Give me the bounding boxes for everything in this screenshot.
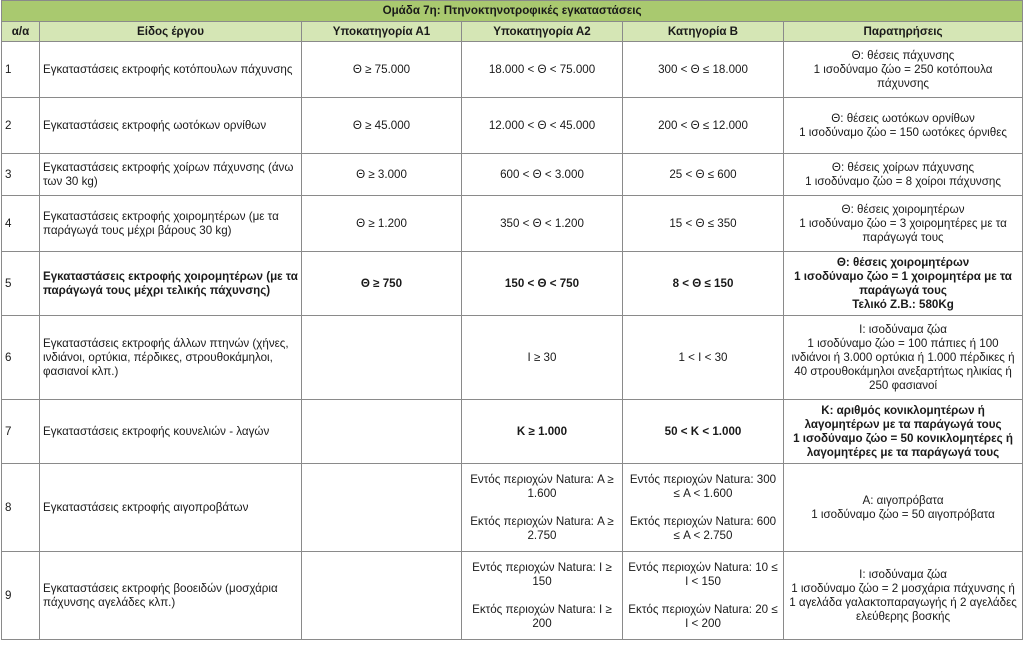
row-number: 9: [2, 552, 40, 640]
subcategory-a2-value: 350 < Θ < 1.200: [462, 196, 623, 252]
category-b-value: 8 < Θ ≤ 150: [623, 252, 784, 316]
subcategory-a1-value: Θ ≥ 1.200: [302, 196, 462, 252]
remarks-line: Ι: ισοδύναμα ζώα: [859, 322, 947, 336]
table-row: [2, 400, 1023, 464]
remarks-line: 1 ισοδύναμο ζώο = 100 πάπιες ή 100 ινδιάνοι ή 3.000 ορτύκια ή 1.000 πέρδικες ή 40 στρουθοκάμηλοι ανεξαρτήτως ηλικίας ή 250 φασιανοί: [791, 336, 1015, 392]
row-number: 7: [2, 400, 40, 464]
row-number: 8: [2, 464, 40, 552]
natura-outside-value: Εκτός περιοχών Natura: Α ≥ 2.750: [470, 514, 614, 542]
category-b-value: [623, 552, 784, 640]
remarks-line: 1 ισοδύναμο ζώο = 8 χοίροι πάχυνσης: [805, 174, 1001, 188]
subcategory-a1-value: Θ ≥ 750: [302, 252, 462, 316]
remarks: [784, 252, 1023, 316]
remarks-line: Θ: θέσεις χοιρομητέρων: [836, 255, 970, 269]
subcategory-a2-value: 18.000 < Θ < 75.000: [462, 42, 623, 98]
facilities-table: [1, 0, 1023, 640]
remarks-line: 1 ισοδύναμο ζώο = 1 χοιρομητέρα με τα παράγωγά τους: [794, 269, 1012, 297]
header-project-type: Είδος έργου: [40, 22, 302, 42]
table-row: [2, 154, 1023, 196]
table-row: [2, 252, 1023, 316]
remarks: [784, 552, 1023, 640]
row-number: 4: [2, 196, 40, 252]
category-b-value: 15 < Θ ≤ 350: [623, 196, 784, 252]
subcategory-a1-value: [302, 316, 462, 400]
category-b-value: 25 < Θ ≤ 600: [623, 154, 784, 196]
remarks-line: 1 ισοδύναμο ζώο = 3 χοιρομητέρες με τα παράγωγά τους: [799, 216, 1007, 244]
natura-inside-value: Εντός περιοχών Natura: Ι ≥ 150: [472, 560, 612, 588]
table-row: [2, 464, 1023, 552]
project-type: Εγκαταστάσεις εκτροφής χοίρων πάχυνσης (άνω των 30 kg): [40, 154, 302, 196]
project-type: Εγκαταστάσεις εκτροφής βοοειδών (μοσχάρια πάχυνσης αγελάδες κλπ.): [40, 552, 302, 640]
remarks: [784, 98, 1023, 154]
remarks-line: Θ: θέσεις χοίρων πάχυνσης: [831, 160, 975, 174]
remarks: [784, 464, 1023, 552]
project-type: Εγκαταστάσεις εκτροφής ωοτόκων ορνίθων: [40, 98, 302, 154]
subcategory-a2-value: 12.000 < Θ < 45.000: [462, 98, 623, 154]
remarks: [784, 400, 1023, 464]
remarks-line: 1 ισοδύναμο ζώο = 2 μοσχάρια πάχυνσης ή 1 αγελάδα γαλακτοπαραγωγής ή 2 αγελάδες ελεύθερης βοσκής: [789, 581, 1017, 623]
remarks-line: 1 ισοδύναμο ζώο = 50 αιγοπρόβατα: [811, 507, 995, 521]
project-type: Εγκαταστάσεις εκτροφής χοιρομητέρων (με τα παράγωγά τους μέχρι βάρους 30 kg): [40, 196, 302, 252]
remarks: [784, 196, 1023, 252]
natura-outside-value: Εκτός περιοχών Natura: 600 ≤ Α < 2.750: [629, 514, 777, 542]
row-number: 2: [2, 98, 40, 154]
remarks-line: Τελικό Ζ.Β.: 580Kg: [852, 297, 954, 311]
remarks-line: Κ: αριθμός κονικλομητέρων ή λαγομητέρων με τα παράγωγά τους: [804, 403, 1002, 431]
natura-inside-value: Εντός περιοχών Natura: 300 ≤ Α < 1.600: [629, 472, 777, 500]
subcategory-a2-value: [462, 464, 623, 552]
subcategory-a1-value: [302, 464, 462, 552]
project-type: Εγκαταστάσεις εκτροφής κοτόπουλων πάχυνσης: [40, 42, 302, 98]
category-b-value: 1 < Ι < 30: [623, 316, 784, 400]
table-title: Ομάδα 7η: Πτηνοκτηνοτροφικές εγκαταστάσεις: [2, 1, 1023, 22]
row-number: 3: [2, 154, 40, 196]
header-row: [2, 22, 1023, 42]
remarks-line: Θ: θέσεις πάχυνσης: [851, 48, 955, 62]
remarks-line: 1 ισοδύναμο ζώο = 250 κοτόπουλα πάχυνσης: [813, 62, 993, 90]
subcategory-a2-value: Ι ≥ 30: [462, 316, 623, 400]
category-b-value: 200 < Θ ≤ 12.000: [623, 98, 784, 154]
subcategory-a2-value: 600 < Θ < 3.000: [462, 154, 623, 196]
table-row: [2, 316, 1023, 400]
row-number: 5: [2, 252, 40, 316]
subcategory-a1-value: [302, 400, 462, 464]
project-type: Εγκαταστάσεις εκτροφής κουνελιών - λαγών: [40, 400, 302, 464]
row-number: 6: [2, 316, 40, 400]
subcategory-a1-value: Θ ≥ 45.000: [302, 98, 462, 154]
subcategory-a2-value: 150 < Θ < 750: [462, 252, 623, 316]
remarks-line: Θ: θέσεις χοιρομητέρων: [841, 202, 965, 216]
remarks: [784, 316, 1023, 400]
category-b-value: 50 < Κ < 1.000: [623, 400, 784, 464]
header-aa: α/α: [2, 22, 40, 42]
subcategory-a2-value: Κ ≥ 1.000: [462, 400, 623, 464]
header-category-b: Κατηγορία Β: [623, 22, 784, 42]
project-type: Εγκαταστάσεις εκτροφής άλλων πτηνών (χήνες, ινδιάνοι, ορτύκια, πέρδικες, στρουθοκάμηλοι, φασιανοί κλπ.): [40, 316, 302, 400]
table-row: [2, 196, 1023, 252]
header-remarks: Παρατηρήσεις: [784, 22, 1023, 42]
table-row: [2, 42, 1023, 98]
natura-inside-value: Εντός περιοχών Natura: 10 ≤ Ι < 150: [628, 560, 778, 588]
subcategory-a1-value: Θ ≥ 3.000: [302, 154, 462, 196]
category-b-value: [623, 464, 784, 552]
natura-inside-value: Εντός περιοχών Natura: Α ≥ 1.600: [470, 472, 614, 500]
table-row: [2, 552, 1023, 640]
remarks-line: Ι: ισοδύναμα ζώα: [859, 567, 947, 581]
category-b-value: 300 < Θ ≤ 18.000: [623, 42, 784, 98]
remarks-line: Θ: θέσεις ωοτόκων ορνίθων: [831, 111, 975, 125]
subcategory-a1-value: [302, 552, 462, 640]
project-type: Εγκαταστάσεις εκτροφής αιγοπροβάτων: [40, 464, 302, 552]
natura-outside-value: Εκτός περιοχών Natura: Ι ≥ 200: [472, 602, 612, 630]
header-subcategory-a2: Υποκατηγορία Α2: [462, 22, 623, 42]
remarks-line: Α: αιγοπρόβατα: [862, 493, 944, 507]
remarks-line: 1 ισοδύναμο ζώο = 150 ωοτόκες όρνιθες: [799, 125, 1007, 139]
table-title-row: [2, 1, 1023, 22]
remarks: [784, 42, 1023, 98]
row-number: 1: [2, 42, 40, 98]
table-row: [2, 98, 1023, 154]
project-type: Εγκαταστάσεις εκτροφής χοιρομητέρων (με τα παράγωγά τους μέχρι τελικής πάχυνσης): [40, 252, 302, 316]
subcategory-a2-value: [462, 552, 623, 640]
header-subcategory-a1: Υποκατηγορία Α1: [302, 22, 462, 42]
remarks-line: 1 ισοδύναμο ζώο = 50 κονικλομητέρες ή λαγομητέρες με τα παράγωγά τους: [793, 431, 1013, 459]
natura-outside-value: Εκτός περιοχών Natura: 20 ≤ Ι < 200: [628, 602, 778, 630]
subcategory-a1-value: Θ ≥ 75.000: [302, 42, 462, 98]
remarks: [784, 154, 1023, 196]
